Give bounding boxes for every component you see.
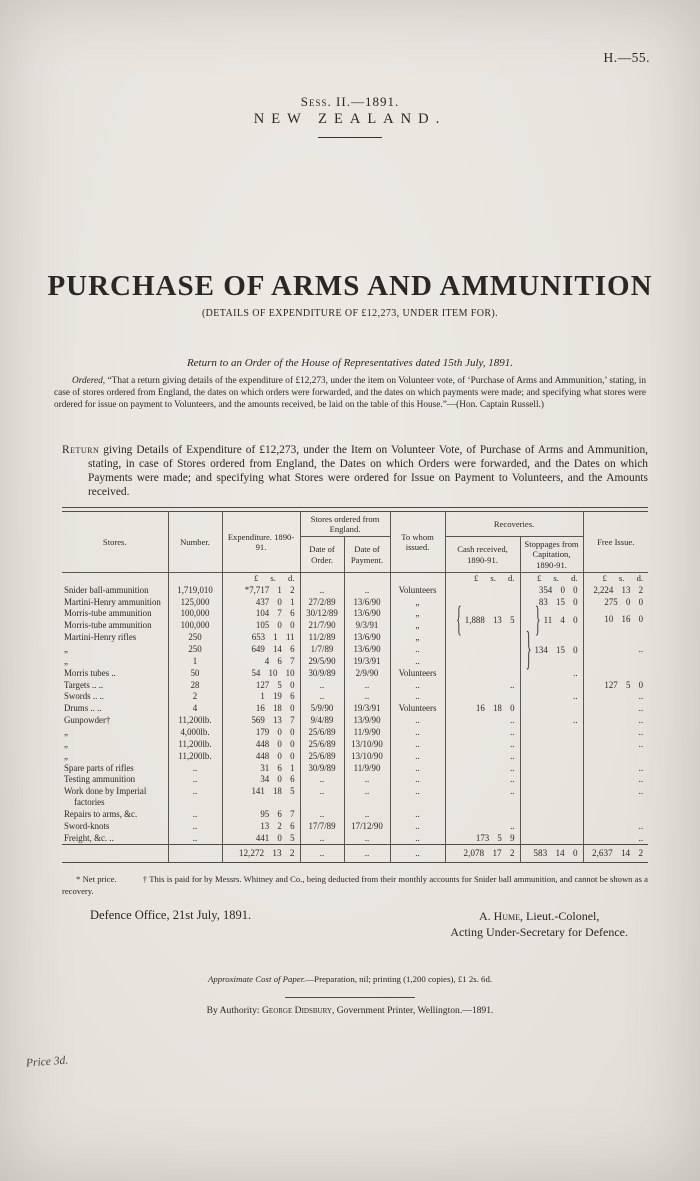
table-cell: .. bbox=[583, 727, 648, 739]
cost-of-paper-note: Approximate Cost of Paper.—Preparation, nil; printing (1,200 copies), £1 2s. 6d. bbox=[207, 974, 493, 985]
table-cell: .. bbox=[344, 845, 390, 863]
table-cell: .. bbox=[300, 786, 344, 809]
table-cell: Drums .. .. bbox=[64, 703, 102, 714]
table-row bbox=[62, 809, 648, 821]
imprint-rule bbox=[285, 997, 415, 998]
return-body: giving Details of Expenditure of £12,273, under the Item on Volunteer Vote, of Purchase of Arms and Ammunition, stating, in case of Stores ordered from England, the Dates on which Orders were forwarded, and the Dates on which Payments were made; and specifying what Stores were ordered for Issue on Payment to Volunteers, and the Amounts received. bbox=[88, 444, 648, 499]
table-cell: Work done by Imperial factories bbox=[64, 786, 147, 808]
table-cell: 83 15 0 bbox=[520, 596, 583, 608]
table-row bbox=[62, 691, 648, 703]
table-cell: .. bbox=[583, 832, 648, 844]
table-cell: 2,078 17 2 bbox=[445, 845, 520, 863]
expenditure-table bbox=[62, 511, 648, 863]
table-cell: 105 0 0 bbox=[222, 620, 300, 632]
table-cell: .. bbox=[583, 786, 648, 809]
table-cell: .. bbox=[583, 774, 648, 786]
row-group-brace: { bbox=[456, 597, 462, 640]
table-cell: „ bbox=[64, 738, 68, 749]
table-row bbox=[62, 679, 648, 691]
table-cell: 653 1 11 bbox=[222, 632, 300, 644]
table-row bbox=[62, 774, 648, 786]
table-cell: .. bbox=[390, 786, 445, 809]
table-cell: .. bbox=[390, 762, 445, 774]
table-cell: 125,000 bbox=[168, 596, 222, 608]
table-cell bbox=[520, 727, 583, 739]
table-cell: Testing ammunition bbox=[64, 774, 136, 785]
table-cell: Volunteers bbox=[390, 584, 445, 596]
table-cell: 4 6 7 bbox=[222, 655, 300, 667]
table-cell: .. bbox=[583, 715, 648, 727]
table-cell: Martini-Henry rifles bbox=[64, 632, 137, 643]
return-label: Return bbox=[62, 444, 100, 457]
table-cell: .. bbox=[445, 762, 520, 774]
table-cell bbox=[445, 691, 520, 703]
ordered-body: “That a return giving details of the expenditure of £12,273, under the item on Volunteer vote, of ‘Purchase of Arms and Ammunition,’ stating, in case of stores ordered from England, the dates on which orders were forwarded, and the dates on which payments were made; and specifying what stores were ordered for issue on payment to Volunteers, and the amounts received, be laid on the table of this House.”—(Hon. Captain Russell.) bbox=[54, 376, 646, 410]
table-row bbox=[62, 632, 648, 644]
table-cell: .. bbox=[390, 738, 445, 750]
table-cell: 250 bbox=[168, 644, 222, 656]
page-title: PURCHASE OF ARMS AND AMMUNITION bbox=[47, 270, 653, 302]
table-cell: Volunteers bbox=[390, 667, 445, 679]
table-cell bbox=[520, 809, 583, 821]
table-cell: 28 bbox=[168, 679, 222, 691]
table-cell: .. bbox=[445, 679, 520, 691]
table-row bbox=[62, 596, 648, 608]
signature-block bbox=[450, 908, 628, 940]
table-cell: 1 19 6 bbox=[222, 691, 300, 703]
table-cell: .. bbox=[344, 584, 390, 596]
table-cell: .. bbox=[390, 750, 445, 762]
total-row bbox=[62, 845, 648, 863]
table-cell: 11/9/90 bbox=[344, 727, 390, 739]
table-cell: .. bbox=[168, 774, 222, 786]
table-cell: .. bbox=[390, 832, 445, 844]
divider-rule bbox=[318, 137, 382, 138]
table-cell: 25/6/89 bbox=[300, 738, 344, 750]
table-cell: 179 0 0 bbox=[222, 727, 300, 739]
table-cell: 30/9/89 bbox=[300, 667, 344, 679]
table-cell: .. bbox=[445, 738, 520, 750]
table-cell: .. bbox=[300, 809, 344, 821]
table-cell bbox=[520, 703, 583, 715]
table-cell: 17/12/90 bbox=[344, 820, 390, 832]
authority-line: By Authority: George Didsbury, Government Printer, Wellington.—1891. bbox=[206, 1005, 494, 1017]
table-cell: .. bbox=[390, 845, 445, 863]
table-row bbox=[62, 832, 648, 844]
table-cell: Spare parts of rifles bbox=[64, 762, 134, 773]
table-cell bbox=[445, 584, 520, 596]
table-cell bbox=[520, 762, 583, 774]
table-cell: „ bbox=[64, 750, 68, 761]
col-header-stoppages: Stoppages from Capitation, 1890-91. bbox=[520, 537, 583, 572]
table-cell: Morris-tube ammunition bbox=[64, 620, 152, 631]
table-cell: 54 10 10 bbox=[222, 667, 300, 679]
table-row bbox=[62, 750, 648, 762]
footnote-dagger: † This is paid for by Messrs. Whitney and Co., being deducted from their monthly accounts for Snider ball ammunition, and cannot be shown as a recovery. bbox=[62, 874, 648, 896]
table-cell: 448 0 0 bbox=[222, 738, 300, 750]
table-cell: 13/9/90 bbox=[344, 715, 390, 727]
table-cell: 27/2/89 bbox=[300, 596, 344, 608]
table-cell: .. bbox=[390, 691, 445, 703]
table-cell: .. bbox=[344, 809, 390, 821]
table-cell bbox=[520, 832, 583, 844]
table-cell bbox=[445, 644, 520, 656]
table-cell: 10 16 0 bbox=[583, 608, 648, 632]
table-cell: £ s. d. bbox=[222, 572, 300, 584]
table-cell: .. bbox=[445, 750, 520, 762]
table-cell: „ bbox=[390, 620, 445, 632]
col-header-stores: Stores. bbox=[62, 512, 168, 573]
table-cell: .. bbox=[300, 679, 344, 691]
table-cell bbox=[520, 820, 583, 832]
table-cell bbox=[583, 667, 648, 679]
signatory-name: A. Hume, Lieut.-Colonel, bbox=[478, 908, 600, 923]
table-cell: 104 7 6 bbox=[222, 608, 300, 620]
price-note: Price 3d. bbox=[25, 1054, 69, 1070]
col-header-number: Number. bbox=[168, 512, 222, 573]
table-cell: 13/10/90 bbox=[344, 750, 390, 762]
table-cell: .. bbox=[520, 715, 583, 727]
session-line: Sess. II.—1891. bbox=[300, 94, 400, 109]
table-cell: Freight, &c. .. bbox=[64, 832, 114, 843]
table-cell: .. bbox=[583, 820, 648, 832]
table-cell bbox=[445, 655, 520, 667]
table-cell: 29/5/90 bbox=[300, 655, 344, 667]
table-cell: 50 bbox=[168, 667, 222, 679]
table-cell: .. bbox=[520, 667, 583, 679]
col-group-england: Stores ordered from England. bbox=[300, 512, 390, 537]
table-row bbox=[62, 786, 648, 809]
table-cell: 127 5 0 bbox=[583, 679, 648, 691]
table-cell: .. bbox=[168, 832, 222, 844]
table-cell: 250 bbox=[168, 632, 222, 644]
table-cell: .. bbox=[168, 786, 222, 809]
table-cell: .. bbox=[300, 691, 344, 703]
return-order-line: Return to an Order of the House of Representatives dated 15th July, 1891. bbox=[186, 357, 514, 369]
table-cell: 141 18 5 bbox=[222, 786, 300, 809]
table-cell: 25/6/89 bbox=[300, 750, 344, 762]
table-cell bbox=[520, 738, 583, 750]
col-header-cash-received: Cash received, 1890-91. bbox=[445, 537, 520, 572]
office-date-line: Defence Office, 21st July, 1891. bbox=[90, 907, 252, 922]
table-cell: „ bbox=[390, 608, 445, 620]
table-cell: Volunteers bbox=[390, 703, 445, 715]
table-cell: 5/9/90 bbox=[300, 703, 344, 715]
table-cell: 441 0 5 bbox=[222, 832, 300, 844]
table-row bbox=[62, 667, 648, 679]
table-row bbox=[62, 715, 648, 727]
table-cell: 16 18 0 bbox=[445, 703, 520, 715]
table-cell: 100,000 bbox=[168, 620, 222, 632]
table-cell: .. bbox=[390, 809, 445, 821]
table-cell: .. bbox=[445, 820, 520, 832]
table-cell: .. bbox=[445, 786, 520, 809]
table-cell: { 1,888 13 5 bbox=[445, 608, 520, 632]
table-cell: .. bbox=[445, 774, 520, 786]
table-cell bbox=[62, 572, 168, 584]
col-header-issued: To whom issued. bbox=[390, 512, 445, 573]
table-cell: 13/6/90 bbox=[344, 632, 390, 644]
col-header-expenditure: Expenditure. 1890-91. bbox=[222, 512, 300, 573]
footnote bbox=[0, 874, 700, 896]
table-cell: „ bbox=[390, 596, 445, 608]
table-cell: „ bbox=[64, 644, 68, 654]
table-cell: } 11 4 0 bbox=[520, 608, 583, 632]
table-cell: 127 5 0 bbox=[222, 679, 300, 691]
table-cell: .. bbox=[344, 691, 390, 703]
table-top-rule bbox=[62, 507, 648, 508]
table-cell: 13 2 6 bbox=[222, 820, 300, 832]
row-group-brace: } bbox=[534, 597, 541, 640]
table-cell: 173 5 9 bbox=[445, 832, 520, 844]
ordered-label: Ordered, bbox=[72, 376, 106, 386]
table-cell: Gunpowder† bbox=[64, 715, 111, 726]
table-cell: 11/9/90 bbox=[344, 762, 390, 774]
table-cell: 13/10/90 bbox=[344, 738, 390, 750]
table-cell: £ s. d. bbox=[583, 572, 648, 584]
table-cell bbox=[168, 845, 222, 863]
table-cell: 1/7/89 bbox=[300, 644, 344, 656]
col-header-date-payment: Date of Payment. bbox=[344, 537, 390, 572]
table-cell: .. bbox=[390, 774, 445, 786]
table-cell: 13/6/90 bbox=[344, 608, 390, 620]
table-cell: 9/4/89 bbox=[300, 715, 344, 727]
table-cell: .. bbox=[344, 774, 390, 786]
col-group-recoveries: Recoveries. bbox=[445, 512, 583, 537]
table-cell: 9/3/91 bbox=[344, 620, 390, 632]
table-cell: 34 0 6 bbox=[222, 774, 300, 786]
table-cell: Repairs to arms, &c. bbox=[64, 809, 138, 820]
table-cell: .. bbox=[583, 738, 648, 750]
table-cell: 95 6 7 bbox=[222, 809, 300, 821]
table-cell: .. bbox=[390, 715, 445, 727]
table-cell: .. bbox=[344, 679, 390, 691]
table-cell: Morris tubes .. bbox=[64, 667, 116, 678]
table-cell: .. bbox=[168, 820, 222, 832]
table-cell: 16 18 0 bbox=[222, 703, 300, 715]
table-row bbox=[62, 727, 648, 739]
table-cell: Snider ball-ammunition bbox=[64, 584, 149, 595]
table-cell: 17/7/89 bbox=[300, 820, 344, 832]
table-cell bbox=[583, 809, 648, 821]
table-cell: 649 14 6 bbox=[222, 644, 300, 656]
imprint-block bbox=[0, 997, 700, 1016]
table-cell: 4,000lb. bbox=[168, 727, 222, 739]
table-cell: Morris-tube ammunition bbox=[64, 608, 152, 619]
row-group-brace: } bbox=[525, 620, 532, 676]
table-cell: Swords .. .. bbox=[64, 691, 104, 702]
table-cell: .. bbox=[390, 655, 445, 667]
footnote-star: * Net price. bbox=[76, 874, 117, 885]
table-cell: 12,272 13 2 bbox=[222, 845, 300, 863]
table-cell: 4 bbox=[168, 703, 222, 715]
table-cell: .. bbox=[300, 845, 344, 863]
table-cell bbox=[445, 809, 520, 821]
page-subtitle: (DETAILS OF EXPENDITURE OF £12,273, UNDER ITEM FOR). bbox=[201, 308, 499, 319]
table-cell: „ bbox=[64, 655, 68, 666]
table-cell: 2,637 14 2 bbox=[583, 845, 648, 863]
table-row bbox=[62, 703, 648, 715]
table-cell: .. bbox=[445, 727, 520, 739]
table-row bbox=[62, 738, 648, 750]
table-cell: .. bbox=[583, 644, 648, 656]
header-row-groups bbox=[62, 512, 648, 537]
table-cell: 448 0 0 bbox=[222, 750, 300, 762]
table-cell: .. bbox=[300, 774, 344, 786]
table-row bbox=[62, 820, 648, 832]
table-cell bbox=[583, 632, 648, 644]
table-cell: 2 bbox=[168, 691, 222, 703]
table-row bbox=[62, 584, 648, 596]
table-cell: .. bbox=[390, 679, 445, 691]
table-cell: 354 0 0 bbox=[520, 584, 583, 596]
table-cell bbox=[300, 572, 344, 584]
table-cell: 11,200lb. bbox=[168, 715, 222, 727]
table-cell: 19/3/91 bbox=[344, 655, 390, 667]
table-cell: Martini-Henry ammunition bbox=[64, 596, 161, 607]
table-cell bbox=[344, 572, 390, 584]
table-cell: } 134 15 0 bbox=[520, 632, 583, 668]
table-cell: 25/6/89 bbox=[300, 727, 344, 739]
table-cell: .. bbox=[390, 644, 445, 656]
currency-header-row bbox=[62, 572, 648, 584]
table-cell bbox=[445, 667, 520, 679]
ordered-paragraph bbox=[54, 376, 646, 411]
table-cell: .. bbox=[520, 691, 583, 703]
doc-number: H.—55. bbox=[603, 50, 650, 65]
table-cell: 30/12/89 bbox=[300, 608, 344, 620]
table-cell bbox=[520, 786, 583, 809]
table-cell: .. bbox=[583, 691, 648, 703]
table-cell bbox=[62, 845, 168, 863]
col-header-free-issue: Free Issue. bbox=[583, 512, 648, 573]
table-cell: .. bbox=[390, 727, 445, 739]
table-cell: .. bbox=[300, 584, 344, 596]
table-cell bbox=[583, 750, 648, 762]
table-cell: 11/2/89 bbox=[300, 632, 344, 644]
table-cell: .. bbox=[168, 809, 222, 821]
return-paragraph bbox=[0, 444, 700, 500]
table-cell: 11,200lb. bbox=[168, 738, 222, 750]
table-cell: 21/7/90 bbox=[300, 620, 344, 632]
signatory-role: Acting Under-Secretary for Defence. bbox=[450, 924, 628, 939]
table-cell: .. bbox=[168, 762, 222, 774]
table-cell: 13/6/90 bbox=[344, 596, 390, 608]
table-cell bbox=[520, 750, 583, 762]
table-cell: 31 6 1 bbox=[222, 762, 300, 774]
country-title: NEW ZEALAND. bbox=[253, 111, 447, 127]
table-cell: .. bbox=[300, 832, 344, 844]
table-cell bbox=[520, 679, 583, 691]
table-cell: 437 0 1 bbox=[222, 596, 300, 608]
col-header-date-order: Date of Order. bbox=[300, 537, 344, 572]
table-cell bbox=[583, 655, 648, 667]
signature-row bbox=[0, 908, 700, 940]
table-cell: .. bbox=[344, 786, 390, 809]
table-cell: 2/9/90 bbox=[344, 667, 390, 679]
table-row bbox=[62, 608, 648, 620]
table-cell: „ bbox=[64, 727, 68, 738]
table-body bbox=[62, 572, 648, 863]
table-cell: .. bbox=[344, 832, 390, 844]
table-cell bbox=[168, 572, 222, 584]
table-cell: 13/6/90 bbox=[344, 644, 390, 656]
table-cell: .. bbox=[445, 715, 520, 727]
table-cell: „ bbox=[390, 632, 445, 644]
table-cell: £ s. d. bbox=[520, 572, 583, 584]
table-cell: *7,717 1 2 bbox=[222, 584, 300, 596]
table-cell: .. bbox=[583, 762, 648, 774]
table-cell bbox=[390, 572, 445, 584]
table-cell: £ s. d. bbox=[445, 572, 520, 584]
table-cell: .. bbox=[390, 820, 445, 832]
table-cell: 11,200lb. bbox=[168, 750, 222, 762]
table-cell: 2,224 13 2 bbox=[583, 584, 648, 596]
table-cell: .. bbox=[583, 703, 648, 715]
table-cell bbox=[520, 774, 583, 786]
table-cell: 19/3/91 bbox=[344, 703, 390, 715]
table-cell: 30/9/89 bbox=[300, 762, 344, 774]
table-cell: 1 bbox=[168, 655, 222, 667]
table-cell: 583 14 0 bbox=[520, 845, 583, 863]
table-cell: 275 0 0 bbox=[583, 596, 648, 608]
table-cell: 100,000 bbox=[168, 608, 222, 620]
table-cell: 569 13 7 bbox=[222, 715, 300, 727]
table-cell: Targets .. .. bbox=[64, 679, 104, 690]
table-row bbox=[62, 762, 648, 774]
table-section bbox=[0, 507, 700, 863]
table-cell: Sword-knots bbox=[64, 820, 110, 831]
table-cell: 1,719,010 bbox=[168, 584, 222, 596]
